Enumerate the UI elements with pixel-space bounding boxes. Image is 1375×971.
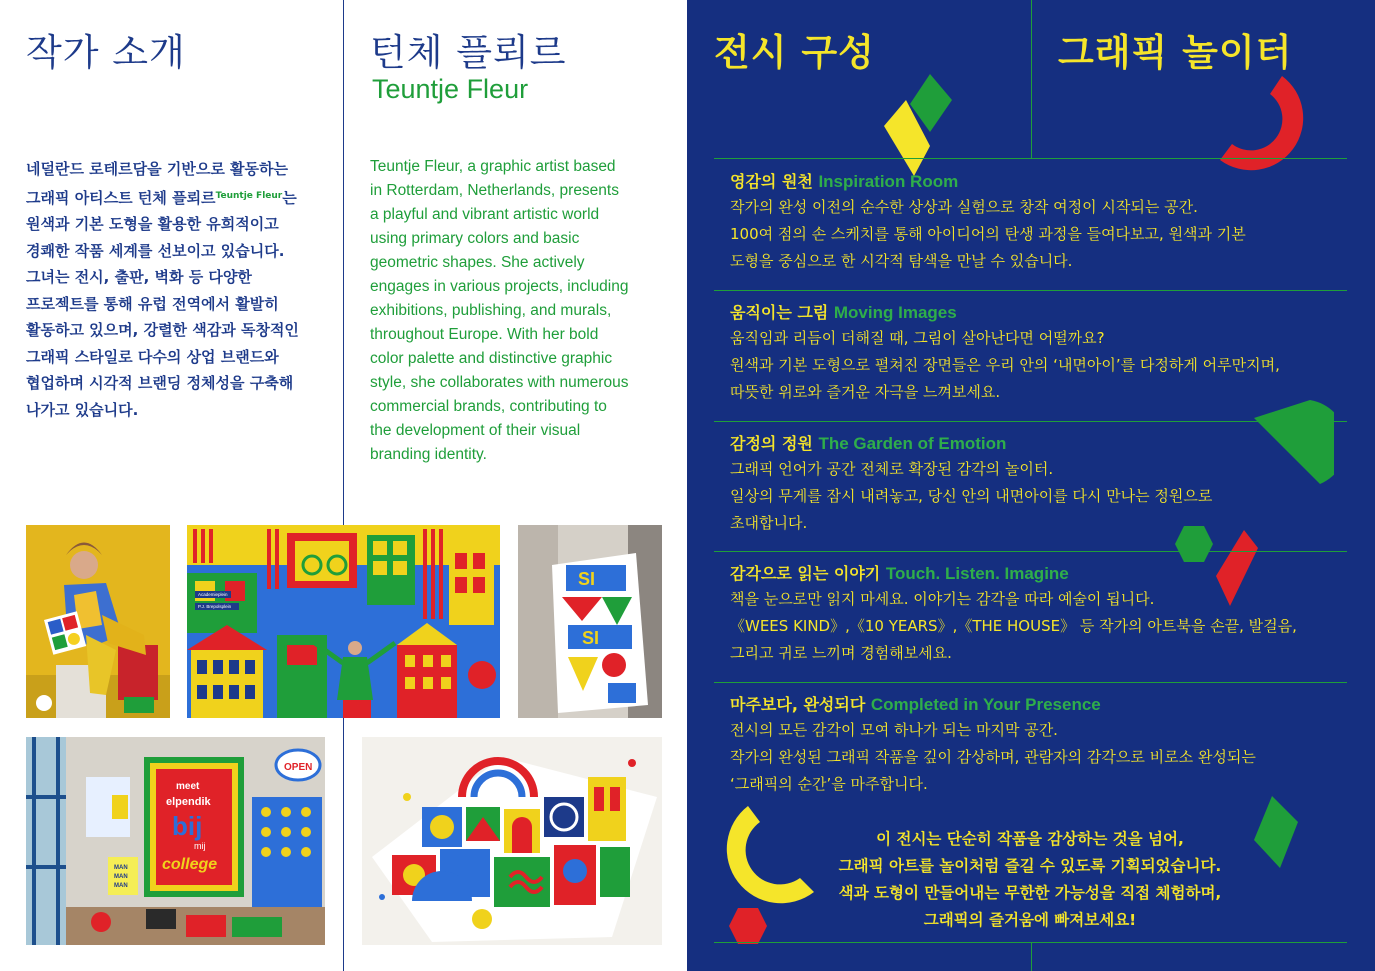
section-rule: [714, 942, 1347, 943]
studio-word: MAN: [114, 865, 128, 871]
studio-word: mij: [194, 841, 206, 851]
section-body: 작가의 완성 이전의 순수한 상상과 실험으로 창작 여정이 시작되는 공간. 100여 점의 손 스케치를 통해 아이디어의 탄생 과정을 들여다보고, 원색과 기본 도형을 중심으로 한 시각적 탐색을 만날 수 있습니다.: [730, 198, 1246, 270]
artist-name-korean: 턴체 플뢰르: [370, 31, 567, 74]
graphic-print-photo: [362, 737, 662, 945]
studio-word: elpendik: [166, 796, 211, 808]
section-garden-of-emotion: [730, 432, 1345, 537]
author-intro-title: 작가 소개: [26, 31, 186, 74]
en-line: commercial brands, contributing to: [370, 398, 607, 415]
en-line: in Rotterdam, Netherlands, presents: [370, 182, 619, 199]
en-line: the development of their visual: [370, 422, 581, 439]
graphic-playground-title: 그래픽 놀이터: [1058, 31, 1293, 74]
studio-word: college: [162, 856, 218, 873]
artbook-letters: SI: [582, 628, 600, 648]
en-line: color palette and distinctive graphic: [370, 350, 613, 367]
mural-sign-text: P.J. Brepolsplein: [198, 604, 232, 609]
section-heading: 움직이는 그림 Moving Images: [730, 303, 957, 322]
en-line: using primary colors and basic: [370, 230, 580, 247]
red-arc-icon: [1212, 72, 1324, 176]
en-line: style, she collaborates with numerous: [370, 374, 629, 391]
kr-line: 활동하고 있으며, 강렬한 색감과 독창적인: [26, 321, 299, 339]
kr-line: 경쾌한 작품 세계를 선보이고 있습니다.: [26, 241, 285, 260]
section-body: 그래픽 언어가 공간 전체로 확장된 감각의 놀이터. 일상의 무게를 잠시 내려놓고, 당신 안의 내면아이를 다시 만나는 정원으로 초대합니다.: [730, 460, 1213, 532]
en-line: exhibitions, publishing, and murals,: [370, 302, 612, 319]
exhibition-structure-title: 전시 구성: [714, 31, 875, 74]
kr-line: 네덜란드 로테르담을 기반으로 활동하는: [26, 160, 288, 178]
panel-divider: [1031, 942, 1032, 971]
studio-word: meet: [176, 781, 200, 792]
closing-statement: 이 전시는 단순히 작품을 감상하는 것을 넘어, 그래픽 아트를 놀이처럼 즐길 수 있도록 기획되었습니다. 색과 도형이 만들어내는 무한한 가능성을 직접 체험하며, 그래픽의 즐거움에 빠져보세요!: [838, 830, 1222, 929]
kr-line: 나가고 있습니다.: [26, 400, 139, 419]
studio-word: OPEN: [284, 762, 313, 773]
studio-word: MAN: [114, 883, 128, 889]
en-line: a playful and vibrant artistic world: [370, 206, 600, 223]
kr-line: 프로젝트를 통해 유럽 전역에서 활발히: [26, 294, 279, 313]
section-rule: [714, 551, 1347, 552]
author-intro-english: [370, 155, 670, 467]
section-completed-in-your-presence: [730, 693, 1345, 798]
section-heading: 마주보다, 완성되다 Completed in Your Presence: [730, 695, 1101, 714]
section-rule: [714, 682, 1347, 683]
section-moving-images: [730, 301, 1345, 406]
section-inspiration-room: [730, 170, 1345, 275]
mural-sign-text: Academieplein: [198, 592, 228, 597]
studio-word: bij: [172, 811, 203, 841]
section-touch-listen-imagine: [730, 562, 1345, 667]
panel-divider: [1031, 0, 1032, 158]
artist-name-superscript: Teuntje Fleur: [215, 190, 283, 201]
artbook-letters: SI: [578, 569, 596, 589]
section-heading: 영감의 원천 Inspiration Room: [730, 172, 959, 191]
kr-line: 원색과 기본 도형을 활용한 유희적이고: [26, 215, 279, 233]
section-rule: [714, 421, 1347, 422]
studio-photo: [26, 737, 325, 945]
studio-word: MAN: [114, 874, 128, 880]
author-intro-korean: [26, 156, 331, 423]
section-heading: 감정의 정원 The Garden of Emotion: [730, 434, 1007, 453]
section-rule: [714, 158, 1347, 159]
column-divider: [343, 0, 344, 971]
en-line: Teuntje Fleur, a graphic artist based: [370, 158, 616, 175]
en-line: branding identity.: [370, 446, 487, 463]
section-heading: 감각으로 읽는 이야기 Touch. Listen. Imagine: [730, 564, 1069, 583]
section-body: 책을 눈으로만 읽지 마세요. 이야기는 감각을 따라 예술이 됩니다. 《WEES KIND》,《10 YEARS》,《THE HOUSE》 등 작가의 아트북을 손끝, 발걸음, 그리고 귀로 느끼며 경험해보세요.: [730, 590, 1297, 662]
en-line: geometric shapes. She actively: [370, 254, 585, 271]
section-rule: [714, 290, 1347, 291]
section-body: 움직임과 리듬이 더해질 때, 그림이 살아난다면 어떨까요? 원색과 기본 도형으로 펼쳐진 장면들은 우리 안의 ‘내면아이’를 다정하게 어루만지며, 따뜻한 위로와 즐거운 자극을 느껴보세요.: [730, 329, 1280, 401]
mural-photo: [187, 525, 500, 718]
kr-line: 그래픽 스타일로 다수의 상업 브랜드와: [26, 347, 279, 366]
kr-line: 협업하며 시각적 브랜딩 정체성을 구축해: [26, 374, 294, 392]
section-body: 전시의 모든 감각이 모여 하나가 되는 마지막 공간. 작가의 완성된 그래픽 작품을 깊이 감상하며, 관람자의 감각으로 비로소 완성되는 ‘그래픽의 순간’을 마주합니다.: [730, 721, 1256, 793]
artist-portrait-photo: [26, 525, 170, 718]
kr-line: 그래픽 아티스트 턴체 플뢰르$^{Teuntje Fleur}$는: [26, 188, 297, 207]
en-line: engages in various projects, including: [370, 278, 629, 295]
kr-line: 그녀는 전시, 출판, 벽화 등 다양한: [26, 268, 252, 286]
artist-name-english: Teuntje Fleur: [372, 74, 529, 104]
artbook-photo: [518, 525, 662, 718]
en-line: throughout Europe. With her bold: [370, 326, 599, 343]
yellow-green-diamonds-icon: [884, 74, 972, 184]
